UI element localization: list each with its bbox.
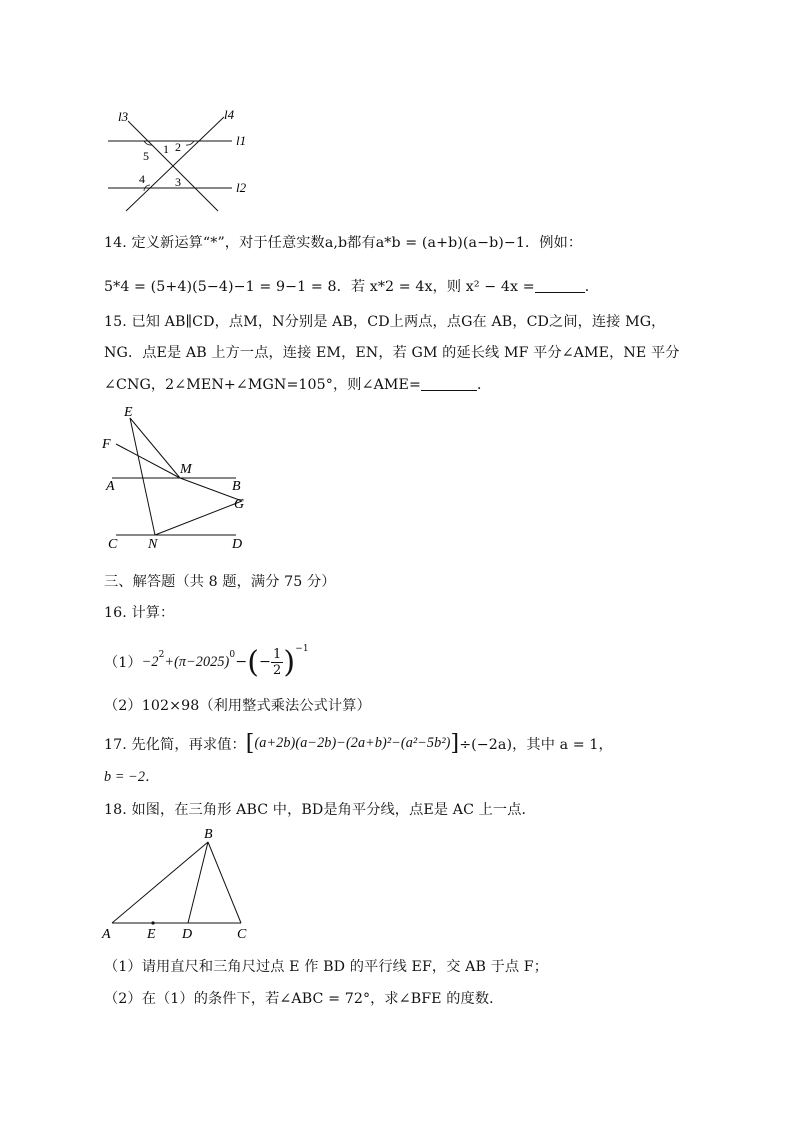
q16-p1-exp-b: 0 — [229, 650, 236, 660]
q15-line2: NG．点E是 AB 上方一点，连接 EM，EN，若 GM 的延长线 MF 平分∠AME，NE 平分 — [104, 345, 680, 361]
q17-suffix: ÷(−2a)，其中 a = 1， — [459, 736, 613, 753]
segment-NG — [155, 501, 242, 535]
q14-end: ． — [584, 279, 600, 295]
side-BC — [208, 842, 241, 923]
label-B: B — [232, 479, 241, 494]
line-l4 — [126, 117, 224, 211]
q18-part1: （1）请用直尺和三角尺过点 E 作 BD 的平行线 EF，交 AB 于点 F； — [104, 959, 549, 975]
q14-answer-blank[interactable] — [535, 278, 585, 293]
q17-line2: b = −2． — [104, 769, 160, 785]
label-A: A — [102, 927, 111, 942]
section-heading: 三、解答题（共 8 题，满分 75 分） — [104, 574, 336, 590]
q17-line1 — [104, 731, 613, 756]
side-AB — [112, 842, 208, 923]
q17-prefix: 17. 先化简，再求值： — [104, 736, 246, 753]
label-D: D — [182, 927, 193, 942]
label-D: D — [232, 537, 243, 552]
q16-p1-denominator: 2 — [273, 662, 282, 678]
q17-expression: (a+2b)(a−2b)−(2a+b)²−(a²−5b²) — [254, 735, 451, 751]
q17-rbracket: ] — [450, 731, 460, 756]
label-N: N — [148, 537, 158, 552]
q17-lbracket: [ — [245, 731, 255, 756]
label-l2: l2 — [236, 180, 247, 195]
q14-line2-text: 5*4 = (5+4)(5−4)−1 = 9−1 = 8．若 x*2 = 4x，则 x² − 4x = — [104, 279, 535, 295]
q16-p1-exp-a: 2 — [158, 650, 165, 660]
label-B: B — [204, 827, 213, 842]
label-angle-3: 3 — [175, 175, 181, 189]
label-angle-2: 2 — [175, 140, 181, 154]
label-l1: l1 — [236, 133, 247, 148]
q18-line1: 18. 如图，在三角形 ABC 中，BD是角平分线，点E是 AC 上一点． — [104, 802, 536, 818]
q18-part2: （2）在（1）的条件下，若∠ABC = 72°，求∠BFE 的度数． — [104, 991, 504, 1007]
q16-p1-inner-minus: − — [259, 654, 272, 670]
segment-EM — [130, 418, 180, 478]
q16-p1-fraction — [271, 647, 283, 678]
figure-triangle-abc — [98, 822, 258, 944]
figure-q15 — [100, 402, 260, 554]
point-E — [151, 921, 154, 924]
q16-p1-numerator: 1 — [273, 646, 282, 662]
q16-p1-term-c: − — [235, 654, 248, 670]
q16-p1-term-a: −2 — [141, 653, 159, 670]
q16-title: 16. 计算： — [104, 605, 175, 621]
segment-EN — [130, 418, 155, 535]
label-l4: l4 — [224, 107, 235, 122]
figure-parallel-lines — [100, 105, 260, 217]
q16-part1 — [104, 644, 309, 680]
label-C: C — [237, 927, 247, 942]
q16-part2: （2）102×98（利用整式乘法公式计算） — [104, 698, 371, 714]
q15-end: ． — [476, 377, 492, 393]
q15-line3-text: ∠CNG，2∠MEN+∠MGN=105°，则∠AME= — [104, 377, 421, 393]
label-C: C — [108, 537, 118, 552]
angle-arc-2 — [186, 141, 194, 145]
q16-p1-rparen: ) — [283, 644, 296, 680]
label-E: E — [147, 927, 156, 942]
q15-answer-blank[interactable] — [421, 376, 477, 391]
label-G: G — [234, 497, 245, 512]
q16-p1-exp-c: −1 — [295, 644, 309, 654]
label-angle-5: 5 — [143, 149, 149, 163]
label-angle-1: 1 — [163, 142, 169, 156]
label-F: F — [102, 437, 111, 452]
q14-line2 — [104, 276, 599, 296]
q15-line1: 15. 已知 AB∥CD，点M，N分别是 AB，CD上两点，点G在 AB，CD之间，连接 MG， — [104, 314, 666, 330]
q16-p1-term-b: +(π−2025) — [164, 653, 230, 670]
label-A: A — [106, 479, 115, 494]
label-E: E — [124, 405, 133, 420]
segment-BD — [188, 842, 208, 923]
label-M: M — [180, 462, 192, 477]
q14-line1: 14. 定义新运算“*”，对于任意实数a,b都有a*b = (a+b)(a−b)−1．例如： — [104, 235, 583, 251]
q15-line3 — [104, 374, 491, 394]
segment-FM — [116, 444, 180, 478]
q16-p1-lparen: ( — [247, 644, 260, 680]
label-angle-4: 4 — [139, 172, 145, 186]
label-l3: l3 — [118, 109, 129, 124]
q16-p1-label: （1） — [104, 655, 142, 671]
